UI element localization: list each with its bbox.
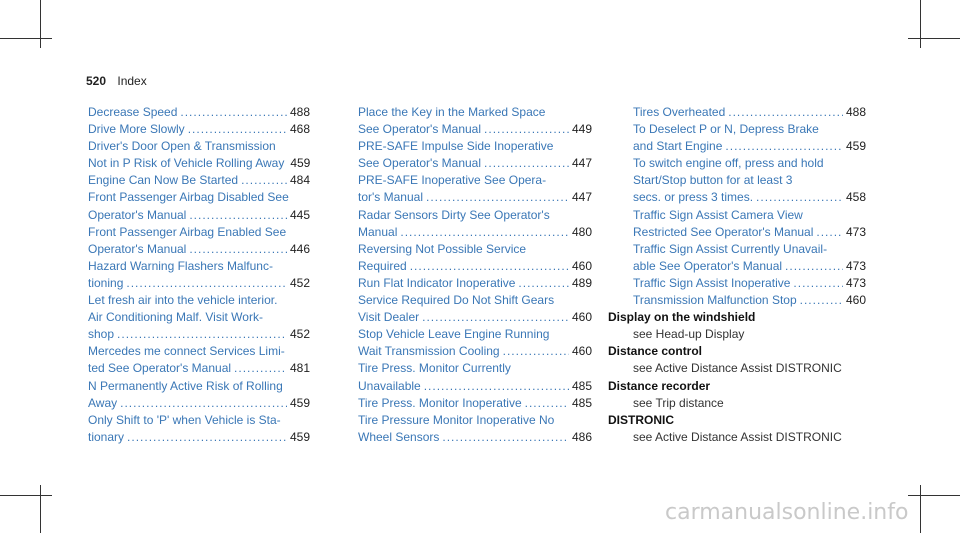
dot-leader (234, 360, 287, 377)
index-entry[interactable] (358, 155, 592, 172)
index-entry[interactable] (358, 378, 592, 395)
page-reference[interactable]: 484 (289, 173, 310, 188)
page-reference[interactable]: 485 (571, 378, 592, 393)
index-entry[interactable] (88, 275, 310, 292)
index-entry-text: See Operator's Manual (358, 122, 482, 137)
page-reference[interactable]: 488 (289, 105, 310, 119)
dot-leader (117, 326, 287, 343)
page-reference[interactable]: 459 (845, 139, 866, 154)
index-column-3 (608, 104, 866, 446)
index-entry[interactable] (358, 292, 592, 309)
index-entry-text: Away (88, 395, 118, 410)
dot-leader (442, 429, 569, 446)
index-entry-text: Only Shift to 'P' when Vehicle is Sta- (88, 412, 281, 427)
index-entry-text: shop (88, 327, 115, 342)
index-column-3-headings (608, 309, 866, 446)
crop-mark (908, 495, 960, 496)
index-entry-text: Front Passenger Airbag Disabled See (88, 190, 289, 205)
index-entry[interactable] (88, 189, 310, 206)
index-entry-text: Tire Press. Monitor Currently (358, 361, 511, 376)
crop-mark (40, 485, 41, 533)
crop-mark (920, 0, 921, 48)
index-entry[interactable] (358, 121, 592, 138)
dot-leader (756, 189, 843, 206)
index-entry[interactable] (88, 412, 310, 429)
dot-leader (127, 429, 287, 446)
page-reference[interactable]: 458 (845, 190, 866, 205)
index-entry-text: able See Operator's Manual (633, 258, 783, 273)
dot-leader (241, 172, 287, 189)
index-entry[interactable] (633, 207, 866, 224)
page-reference[interactable]: 485 (571, 395, 592, 410)
page-reference[interactable]: 468 (289, 122, 310, 137)
page-reference[interactable]: 447 (571, 156, 592, 171)
dot-leader (503, 343, 569, 360)
page-number: 520 (86, 74, 107, 88)
index-entry[interactable] (88, 343, 310, 360)
index-entry-text: Transmission Malfunction Stop (633, 293, 797, 308)
index-heading: Distance recorder (608, 378, 711, 393)
index-entry[interactable] (88, 292, 310, 309)
dot-leader (189, 207, 287, 224)
index-entry-text: Restricted See Operator's Manual (633, 224, 814, 239)
index-entry[interactable] (88, 121, 310, 138)
index-entry-text: Stop Vehicle Leave Engine Running (358, 327, 550, 342)
see-reference[interactable]: see Trip distance (633, 395, 724, 410)
index-entry[interactable] (358, 189, 592, 206)
section-title: Index (117, 74, 147, 88)
index-entry[interactable] (633, 292, 866, 309)
crop-mark (40, 0, 41, 48)
index-entry[interactable] (88, 241, 310, 258)
dot-leader (422, 309, 569, 326)
index-entry[interactable] (358, 309, 592, 326)
index-entry-text: Reversing Not Possible Service (358, 241, 527, 256)
dot-leader (126, 275, 287, 292)
index-entry-text: Engine Can Now Be Started (88, 173, 239, 188)
index-entry-text: Tire Press. Monitor Inoperative (358, 395, 522, 410)
index-entry[interactable] (88, 155, 310, 172)
see-reference[interactable]: see Active Distance Assist DISTRONIC (633, 429, 842, 444)
index-entry-text: tionary (88, 429, 125, 444)
crop-mark (920, 485, 921, 533)
index-entry[interactable] (88, 224, 310, 241)
index-entry[interactable] (358, 360, 592, 377)
index-entry-text: Operator's Manual (88, 207, 187, 222)
index-entry[interactable] (633, 258, 866, 275)
page-reference[interactable]: 481 (289, 361, 310, 376)
index-entry[interactable] (88, 207, 310, 224)
crop-mark (0, 38, 52, 39)
index-heading: Display on the windshield (608, 310, 756, 325)
dot-leader (424, 378, 569, 395)
index-entry-text: Manual (358, 224, 398, 239)
page-reference[interactable]: 488 (845, 105, 866, 119)
index-entry[interactable] (358, 429, 592, 446)
index-entry-text: Run Flat Indicator Inoperative (358, 275, 516, 290)
index-heading: Distance control (608, 344, 703, 359)
index-column-2 (358, 104, 592, 446)
index-entry-text: tor's Manual (358, 190, 423, 205)
dot-leader (189, 241, 287, 258)
index-entry[interactable] (358, 241, 592, 258)
index-entry-text: To Deselect P or N, Depress Brake (633, 122, 819, 137)
dot-leader (426, 189, 569, 206)
page-reference[interactable]: 460 (571, 344, 592, 359)
dot-leader (725, 138, 843, 155)
page-reference[interactable]: 489 (571, 275, 592, 290)
index-entry[interactable] (88, 429, 310, 446)
index-entry[interactable] (633, 155, 866, 172)
index-entry-text: Operator's Manual (88, 241, 187, 256)
index-entry[interactable] (358, 258, 592, 275)
index-entry[interactable] (358, 224, 592, 241)
index-entry[interactable] (88, 104, 310, 121)
index-entry-text: Traffic Sign Assist Camera View (633, 207, 803, 222)
page-reference[interactable]: 459 (290, 156, 310, 171)
index-entry[interactable] (358, 104, 592, 121)
index-entry-text: Wheel Sensors (358, 429, 440, 444)
index-entry[interactable] (633, 189, 866, 206)
index-entry-text: Traffic Sign Assist Currently Unavail- (633, 241, 828, 256)
index-entry-text: Tires Overheated (633, 105, 726, 119)
crop-mark (908, 38, 960, 39)
index-entry-text: Visit Dealer (358, 310, 420, 325)
page-reference[interactable]: 449 (571, 122, 592, 137)
index-entry[interactable] (88, 258, 310, 275)
page-reference[interactable]: 459 (289, 395, 310, 410)
dot-leader (120, 395, 287, 412)
index-entry[interactable] (633, 241, 866, 258)
index-entry[interactable] (88, 138, 310, 155)
index-entry-text: PRE-SAFE Inoperative See Opera- (358, 173, 547, 188)
page-reference[interactable]: 452 (289, 275, 310, 290)
index-entry-text: To switch engine off, press and hold (633, 156, 824, 171)
dot-leader (793, 275, 843, 292)
index-entry-text: Driver's Door Open & Transmission (88, 139, 276, 154)
index-entry-text: Air Conditioning Malf. Visit Work- (88, 310, 263, 325)
index-entry-text: Unavailable (358, 378, 421, 393)
dot-leader (484, 121, 569, 138)
index-entry-text: Radar Sensors Dirty See Operator's (358, 207, 550, 222)
index-entry[interactable] (88, 309, 310, 326)
index-entry[interactable] (88, 360, 310, 377)
dot-leader (785, 258, 843, 275)
index-entry[interactable] (358, 275, 592, 292)
index-entry[interactable] (88, 172, 310, 189)
watermark: carmanualsonline.info (665, 500, 909, 525)
index-entry[interactable] (633, 138, 866, 155)
page-reference[interactable]: 460 (571, 310, 592, 325)
page-reference[interactable]: 445 (289, 207, 310, 222)
index-entry[interactable] (358, 138, 592, 155)
dot-leader (518, 275, 569, 292)
crop-mark (0, 495, 52, 496)
page-reference[interactable]: 446 (289, 241, 310, 256)
index-entry-text: Tire Pressure Monitor Inoperative No (358, 412, 555, 427)
index-entry-text: and Start Engine (633, 139, 723, 154)
index-entry-text: See Operator's Manual (358, 156, 482, 171)
dot-leader (728, 104, 843, 121)
index-entry-text: Traffic Sign Assist Inoperative (633, 275, 791, 290)
index-entry-text: Decrease Speed (88, 105, 178, 119)
page-reference[interactable]: 447 (571, 190, 592, 205)
index-entry-text: PRE-SAFE Impulse Side Inoperative (358, 139, 554, 154)
index-entry-text: Drive More Slowly (88, 122, 185, 137)
index-entry-text: Hazard Warning Flashers Malfunc- (88, 258, 273, 273)
dot-leader (188, 121, 287, 138)
index-entry[interactable] (88, 378, 310, 395)
index-entry-text: tioning (88, 275, 124, 290)
page-reference[interactable]: 473 (845, 224, 866, 239)
index-column-1 (88, 104, 310, 446)
index-entry-text: Wait Transmission Cooling (358, 344, 500, 359)
page-reference[interactable]: 473 (845, 258, 866, 273)
page-header (86, 74, 147, 88)
index-entry-text: Place the Key in the Marked Space (358, 105, 546, 119)
index-entry-text: Mercedes me connect Services Limi- (88, 344, 285, 359)
see-reference[interactable]: see Head-up Display (633, 327, 745, 342)
dot-leader (484, 155, 569, 172)
index-entry-text: Required (358, 258, 407, 273)
page-reference[interactable]: 460 (845, 293, 866, 308)
index-entry[interactable] (358, 172, 592, 189)
index-entry[interactable] (358, 326, 592, 343)
index-entry[interactable] (358, 395, 592, 412)
index-entry[interactable] (358, 343, 592, 360)
index-entry-text: Service Required Do Not Shift Gears (358, 293, 555, 308)
page-reference[interactable]: 452 (289, 327, 310, 342)
index-entry-text: N Permanently Active Risk of Rolling (88, 378, 283, 393)
page-reference[interactable]: 473 (845, 275, 866, 290)
index-entry-text: Not in P Risk of Vehicle Rolling Away (88, 156, 285, 171)
index-entry[interactable] (633, 104, 866, 121)
index-entry[interactable] (358, 412, 592, 429)
index-heading: DISTRONIC (608, 412, 674, 427)
page-reference[interactable]: 486 (571, 429, 592, 444)
index-entry-text: secs. or press 3 times. (633, 190, 754, 205)
index-entry[interactable] (633, 121, 866, 138)
page-reference[interactable]: 480 (571, 224, 592, 239)
index-entry-text: Front Passenger Airbag Enabled See (88, 224, 287, 239)
index-entry-text: ted See Operator's Manual (88, 361, 232, 376)
index-entry[interactable] (358, 207, 592, 224)
dot-leader (816, 224, 843, 241)
page-reference[interactable]: 459 (289, 429, 310, 444)
dot-leader (180, 104, 287, 121)
dot-leader (410, 258, 569, 275)
page-reference[interactable]: 460 (571, 258, 592, 273)
index-entry[interactable] (88, 395, 310, 412)
index-column-3-entries (633, 104, 866, 309)
index-entry[interactable] (633, 224, 866, 241)
dot-leader (800, 292, 843, 309)
index-entry[interactable] (88, 326, 310, 343)
dot-leader (400, 224, 569, 241)
index-entry[interactable] (633, 275, 866, 292)
see-reference[interactable]: see Active Distance Assist DISTRONIC (633, 361, 842, 376)
index-entry-text: Let fresh air into the vehicle interior. (88, 293, 278, 308)
index-entry[interactable] (633, 172, 866, 189)
dot-leader (525, 395, 569, 412)
index-entry-text: Start/Stop button for at least 3 (633, 173, 793, 188)
